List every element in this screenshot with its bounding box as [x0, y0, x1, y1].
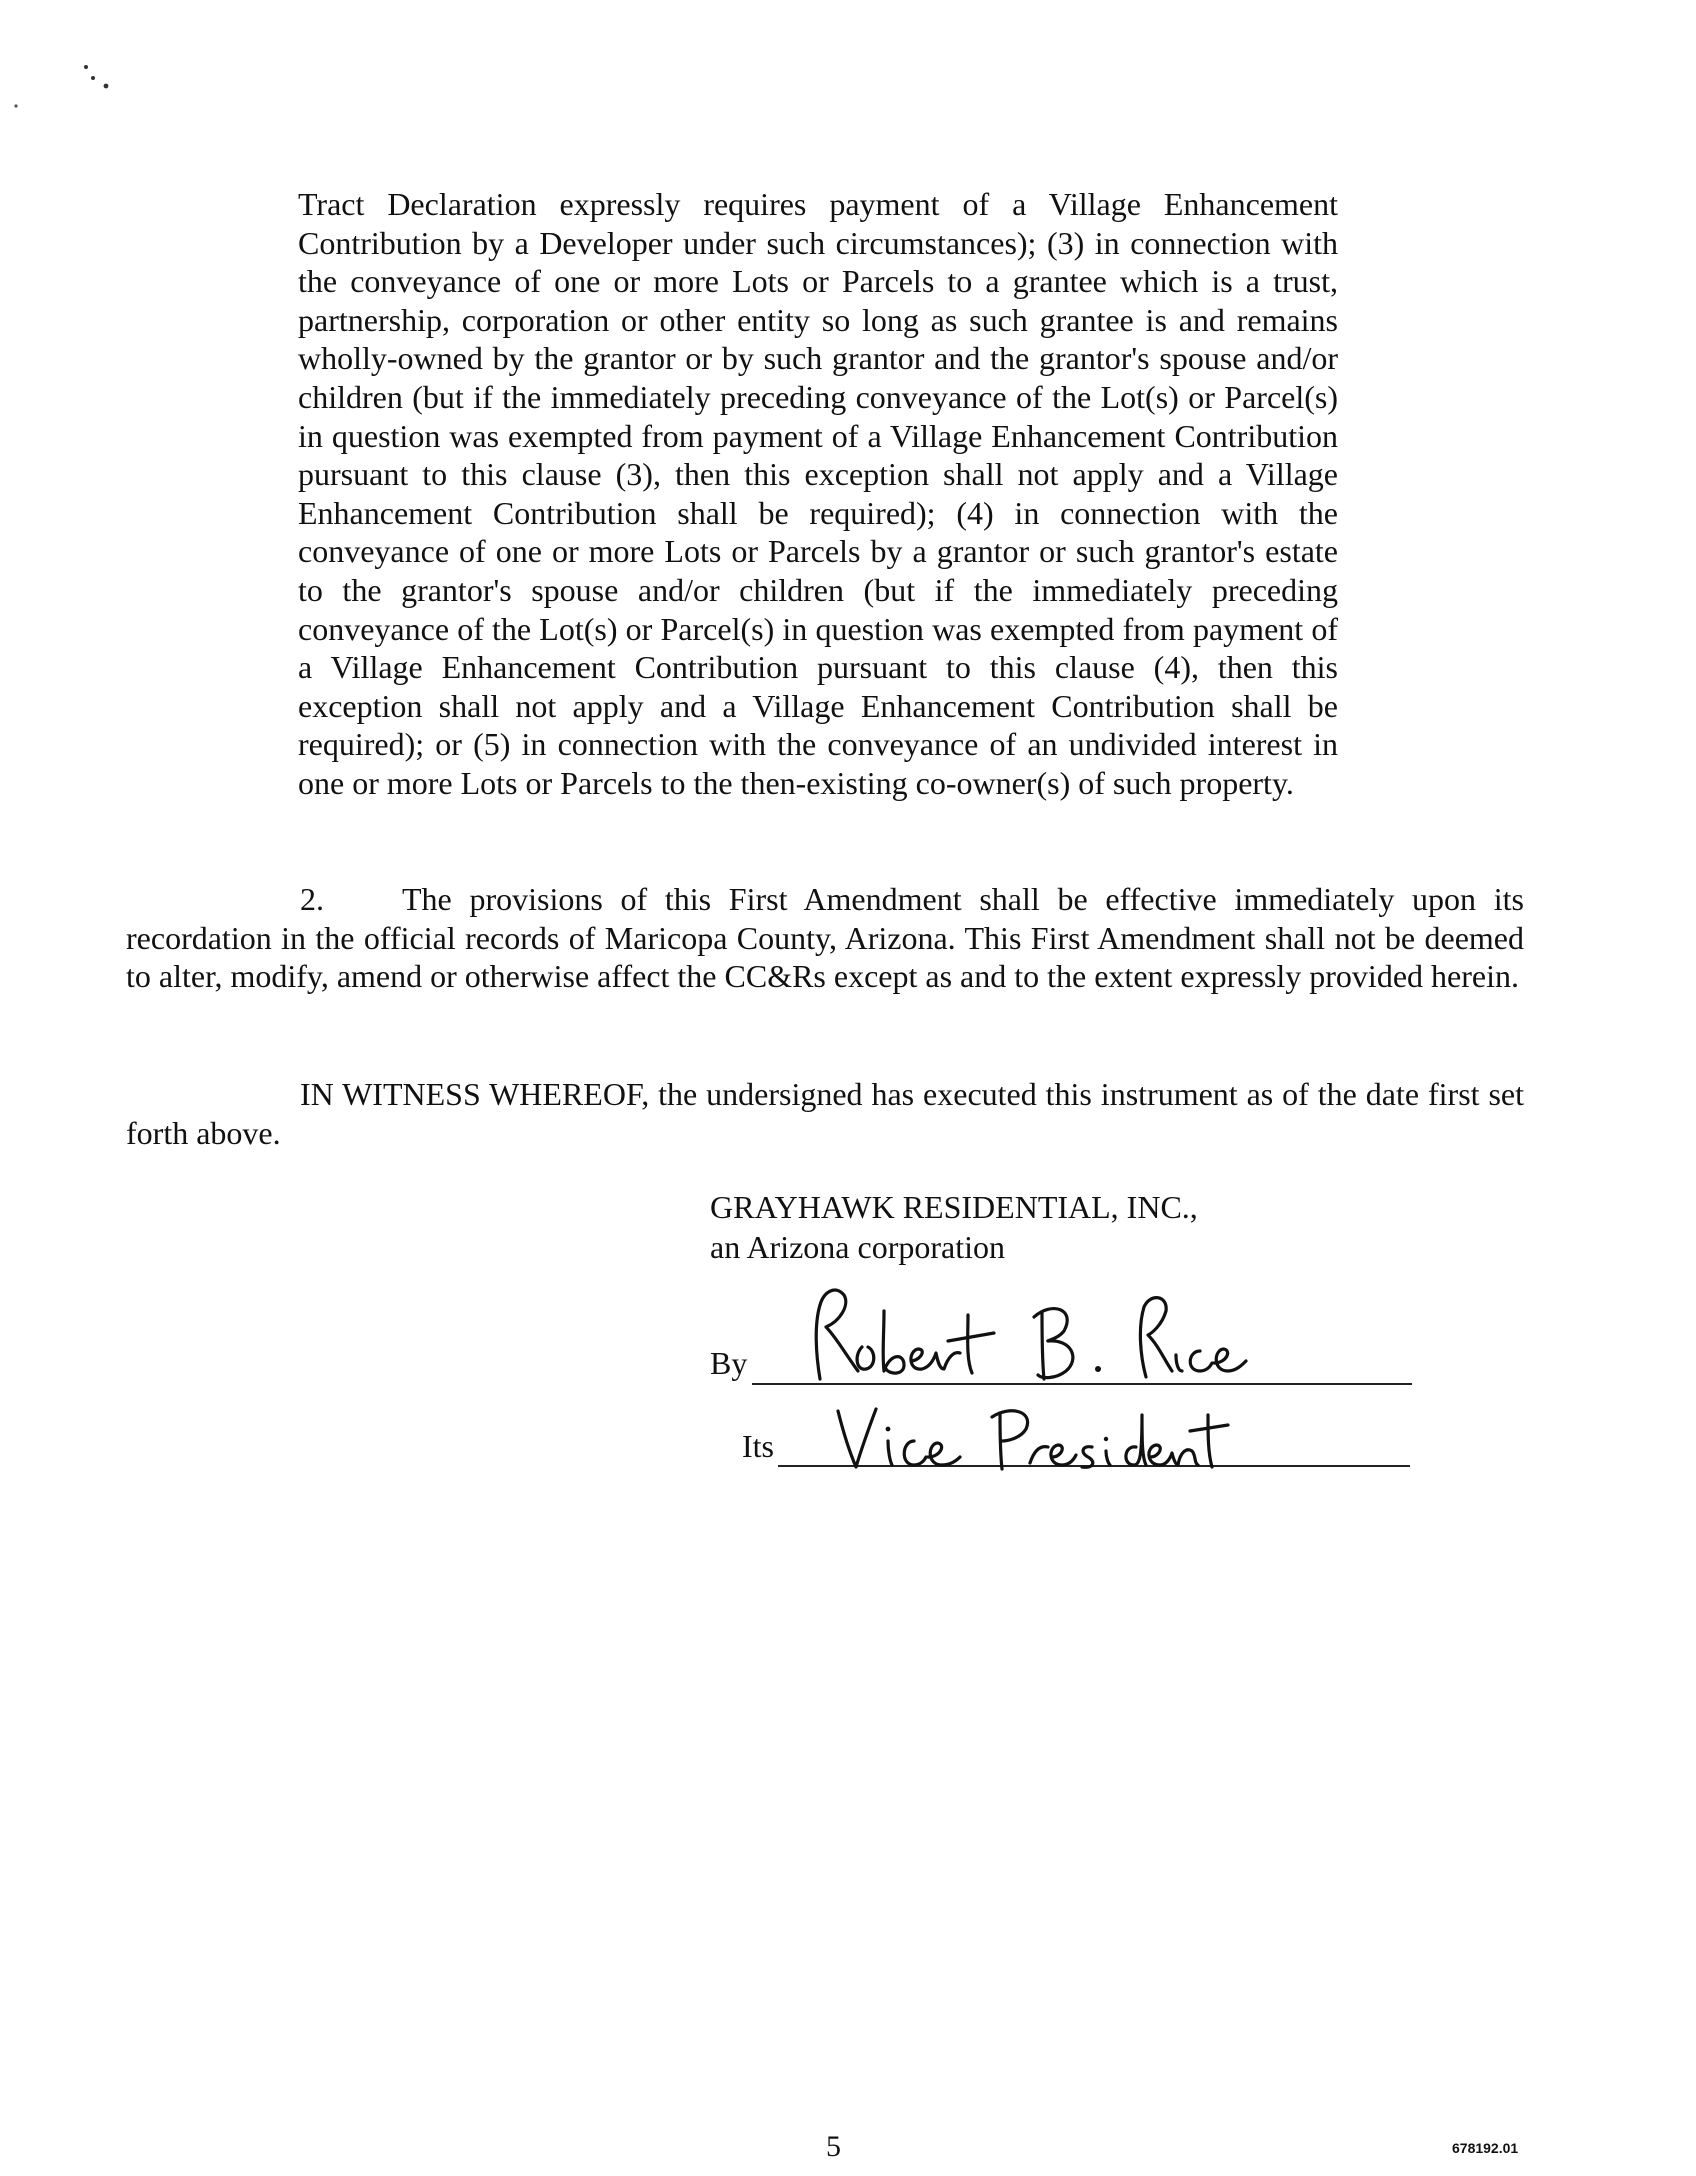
its-label: Its	[742, 1428, 774, 1464]
company-name: GRAYHAWK RESIDENTIAL, INC.,	[710, 1189, 1198, 1225]
handwritten-title	[830, 1395, 1230, 1475]
handwritten-signature	[780, 1275, 1260, 1387]
company-description: an Arizona corporation	[710, 1229, 1005, 1265]
page-number: 5	[826, 2130, 841, 2163]
by-label: By	[710, 1345, 748, 1381]
scan-specks	[0, 0, 140, 120]
paragraph-2-number: 2.	[300, 881, 324, 917]
continuation-paragraph: Tract Declaration expressly requires payment of a Village Enhancement Contribution by a Developer under such circumstances); (3) in connection with the conveyance of one or more Lots or Parcels to a grantee which is a trust, partnership, corporation or other entity so long as such grantee is and remains wholly-owned by the grantor or by such grantor and the grantor's spouse and/or children (but if the immediately preceding conveyance of the Lot(s) or Parcel(s) in question was exempted from payment of a Village Enhancement Contribution pursuant to this clause (3), then this exception shall not apply and a Village Enhancement Contribution shall be required); (4) in connection with the conveyance of one or more Lots or Parcels by a grantor or such grantor's estate to the grantor's spouse and/or children (but if the immediately preceding conveyance of the Lot(s) or Parcel(s) in question was exempted from payment of a Village Enhancement Contribution pursuant to this clause (4), then this exception shall not apply and a Village Enhancement Contribution shall be required); or (5) in connection with the conveyance of an undivided interest in one or more Lots or Parcels to the then-existing co-owner(s) of such property.	[298, 186, 1338, 801]
paragraph-2	[126, 880, 1524, 996]
witness-text: IN WITNESS WHEREOF, the undersigned has executed this instrument as of the date first set forth above.	[126, 1076, 1524, 1151]
document-code: 678192.01	[1452, 2140, 1519, 2156]
paragraph-2-text: The provisions of this First Amendment shall be effective immediately upon its recordation in the official records of Maricopa County, Arizona. This First Amendment shall not be deemed to alter, modify, amend or otherwise affect the CC&Rs except as and to the extent expressly provided herein.	[126, 881, 1524, 995]
witness-paragraph	[126, 1075, 1524, 1152]
by-line	[710, 1345, 747, 1382]
signature-company	[710, 1187, 1198, 1267]
its-line	[742, 1428, 774, 1465]
